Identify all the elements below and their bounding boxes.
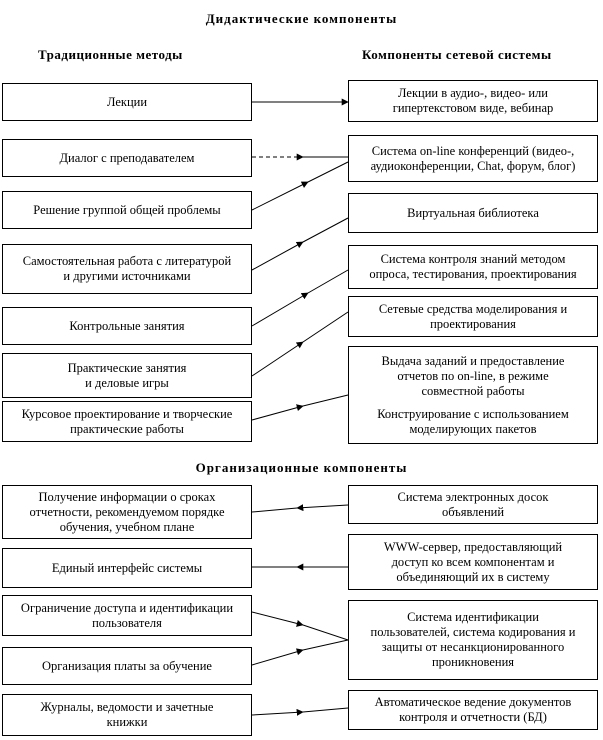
right-box-auto-documents xyxy=(348,690,598,730)
box-text-line: и другими источниками xyxy=(63,269,191,283)
box-text-line: Система электронных досок xyxy=(397,489,549,504)
arrow-control xyxy=(252,293,308,326)
line-practice-rest xyxy=(303,312,348,342)
box-text-line: Решение группой общей проблемы xyxy=(33,202,221,217)
box-text-line: пользователя xyxy=(92,615,162,630)
box-text-line: объединяющий их в систему xyxy=(396,569,550,584)
box-text-line: пользователей, система кодирования и xyxy=(370,625,576,639)
left-box-payment xyxy=(2,647,252,685)
right-box-www-server xyxy=(348,534,598,590)
box-text-line: опроса, тестирования, проектирования xyxy=(369,267,577,281)
box-text-line: Система идентификации xyxy=(407,610,539,624)
box-text-line: отчетности, рекомендуемом порядке xyxy=(29,504,225,519)
left-box-coursework xyxy=(2,401,252,442)
line-journals-rest xyxy=(303,708,348,712)
box-text-line: Организация платы за обучение xyxy=(42,658,212,673)
left-box-practice xyxy=(2,353,252,398)
box-text-line: Конструирование с использованием xyxy=(377,406,569,421)
box-text-line: защиты от несанкционированного xyxy=(381,640,565,654)
box-text-line: Ограничение доступа и идентификации xyxy=(20,600,234,615)
box-text-line: Система on-line конференций (видео-, xyxy=(371,143,575,158)
arrow-journals xyxy=(252,712,303,715)
box-text-line: Виртуальная библиотека xyxy=(407,205,539,220)
arrow-access xyxy=(252,612,303,625)
box-text-line: проникновения xyxy=(431,655,515,669)
right-box-knowledge-control xyxy=(348,245,598,289)
box-text-line: Получение информации о сроках xyxy=(38,489,216,504)
box-text-line: проектирования xyxy=(430,316,516,331)
right-box-assignments xyxy=(348,346,598,444)
box-text-line: обучения, учебном плане xyxy=(59,519,195,534)
line-coursework-rest xyxy=(303,395,348,406)
box-text-line: Контрольные занятия xyxy=(69,318,185,333)
box-text-line: книжки xyxy=(106,715,148,729)
box-text-line: доступ ко всем компонентам и xyxy=(391,554,555,569)
organizational-title: Организационные компоненты xyxy=(195,460,408,475)
left-box-control xyxy=(2,307,252,345)
box-text-line: объявлений xyxy=(441,504,505,519)
left-box-lectures xyxy=(2,83,252,121)
box-text-line: Система контроля знаний методом xyxy=(380,252,566,266)
right-box-identification-system xyxy=(348,600,598,680)
left-column-header: Традиционные методы xyxy=(38,47,183,62)
left-box-deadlines-info xyxy=(2,485,252,539)
box-text-line: и деловые игры xyxy=(85,375,169,390)
box-text-line: практические работы xyxy=(70,421,184,436)
box-text-line: Сетевые средства моделирования и xyxy=(378,301,568,316)
left-box-dialog xyxy=(2,139,252,177)
arrow-practice xyxy=(252,342,303,376)
box-text-line: Лекции xyxy=(106,94,148,109)
right-box-media-lectures xyxy=(348,80,598,122)
left-box-group-solution xyxy=(2,191,252,229)
line-control-rest xyxy=(308,270,348,293)
box-text-line: Единый интерфейс системы xyxy=(51,560,203,575)
box-text-line: Выдача заданий и предоставление xyxy=(381,353,565,368)
left-box-journals xyxy=(2,694,252,736)
box-text-line: совместной работы xyxy=(421,383,525,398)
line-access-rest xyxy=(303,625,348,640)
box-text-line: Практические занятия xyxy=(67,360,187,375)
arrow-group-solution xyxy=(252,182,308,210)
didactic-title: Дидактические компоненты xyxy=(205,11,398,26)
left-box-unified-interface xyxy=(2,548,252,588)
arrow-info xyxy=(297,505,348,508)
box-text-line: Журналы, ведомости и зачетные xyxy=(40,700,214,714)
box-text-line: контроля и отчетности (БД) xyxy=(399,710,547,724)
arrow-payment xyxy=(252,650,303,665)
left-box-access-restriction xyxy=(2,595,252,636)
left-box-self-study xyxy=(2,244,252,294)
right-column-header: Компоненты сетевой системы xyxy=(362,47,552,62)
box-text-line: Диалог с преподавателем xyxy=(59,150,195,165)
box-text-line: гипертекстовом виде, вебинар xyxy=(392,101,554,115)
right-box-virtual-library xyxy=(348,193,598,233)
arrow-self-study xyxy=(252,242,303,270)
box-text-line: Автоматическое ведение документов xyxy=(374,695,572,709)
line-info-rest xyxy=(252,508,297,512)
right-box-modeling-tools xyxy=(348,296,598,337)
arrow-coursework xyxy=(252,406,303,420)
box-text-line: аудиоконференции, Chat, форум, блог) xyxy=(370,158,576,173)
box-text-line: отчетов по on-line, в режиме xyxy=(397,368,549,383)
box-text-line: моделирующих пакетов xyxy=(409,421,537,436)
line-group-solution-rest xyxy=(308,162,348,182)
right-box-online-conferences xyxy=(348,135,598,182)
line-self-study-rest xyxy=(303,218,348,242)
box-text-line: WWW-сервер, предоставляющий xyxy=(383,539,563,554)
box-text-line: Самостоятельная работа с литературой xyxy=(22,254,232,268)
box-text-line: Курсовое проектирование и творческие xyxy=(21,406,233,421)
line-payment-rest xyxy=(303,640,348,650)
box-text-line: Лекции в аудио-, видео- или xyxy=(398,86,548,100)
right-box-bulletin-boards xyxy=(348,485,598,524)
